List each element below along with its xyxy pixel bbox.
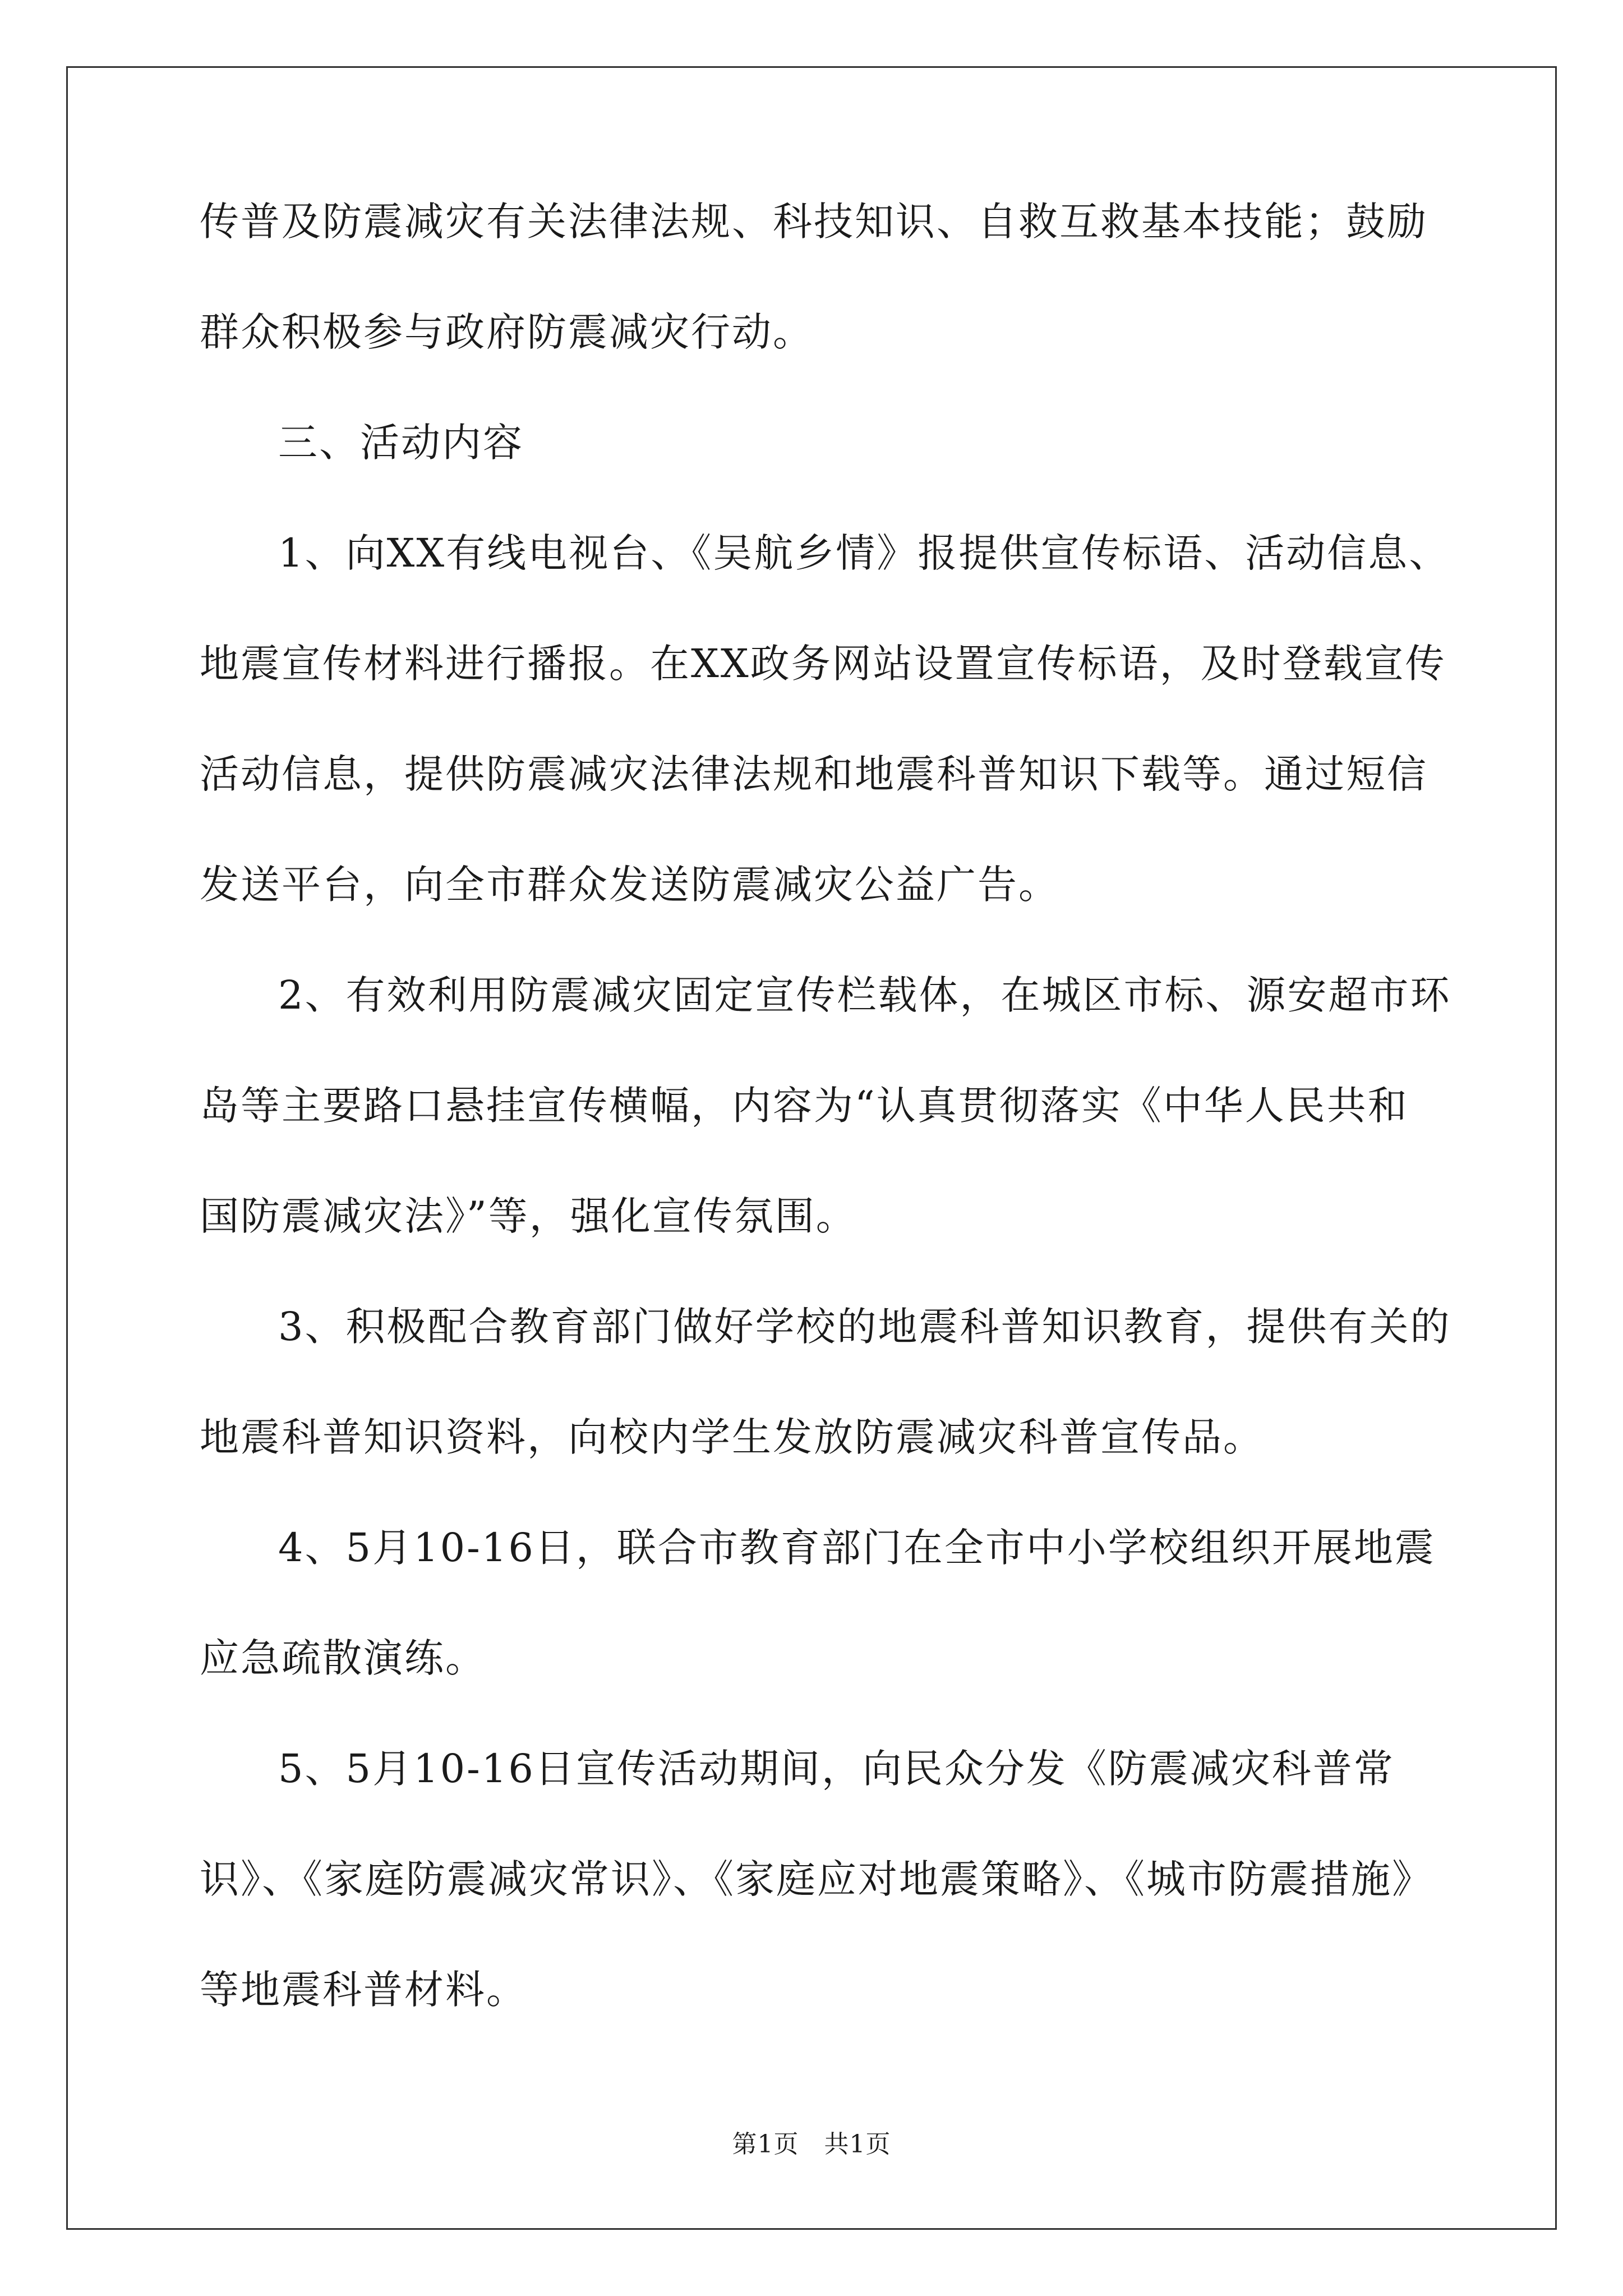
text-line: 传普及防震减灾有关法律法规、科技知识、自救互救基本技能；鼓励 (200, 199, 1428, 245)
text-line: 1、向XX有线电视台、《吴航乡情》报提供宣传标语、活动信息、 (278, 530, 1450, 576)
text-line: 发送平台，向全市群众发送防震减灾公益广告。 (200, 862, 1059, 908)
text-line: 识》、《家庭防震减灾常识》、《家庭应对地震策略》、《城市防震措施》 (200, 1856, 1433, 1902)
text-line: 5、5月10-16日宣传活动期间，向民众分发《防震减灾科普常 (278, 1746, 1395, 1792)
text-line: 等地震科普材料。 (200, 1967, 527, 2013)
text-line: 2、有效利用防震减灾固定宣传栏载体，在城区市标、源安超市环 (278, 972, 1451, 1018)
document-body (200, 199, 1451, 2013)
text-line: 群众积极参与政府防震减灾行动。 (200, 309, 814, 355)
text-line: 地震科普知识资料，向校内学生发放防震减灾科普宣传品。 (200, 1414, 1264, 1460)
text-line: 4、5月10-16日，联合市教育部门在全市中小学校组织开展地震 (278, 1525, 1436, 1571)
text-line: 岛等主要路口悬挂宣传横幅，内容为“认真贯彻落实《中华人民共和 (200, 1083, 1409, 1129)
section-heading: 三、活动内容 (278, 420, 524, 466)
text-line: 应急疏散演练。 (200, 1635, 486, 1681)
text-line: 国防震减灾法》”等，强化宣传氛围。 (200, 1193, 857, 1239)
text-line: 地震宣传材料进行播报。在XX政务网站设置宣传标语，及时登载宣传 (200, 641, 1446, 687)
text-line: 活动信息，提供防震减灾法律法规和地震科普知识下载等。通过短信 (200, 751, 1428, 797)
page-number: 第1页 共1页 (732, 2130, 891, 2159)
text-line: 3、积极配合教育部门做好学校的地震科普知识教育，提供有关的 (278, 1304, 1451, 1350)
